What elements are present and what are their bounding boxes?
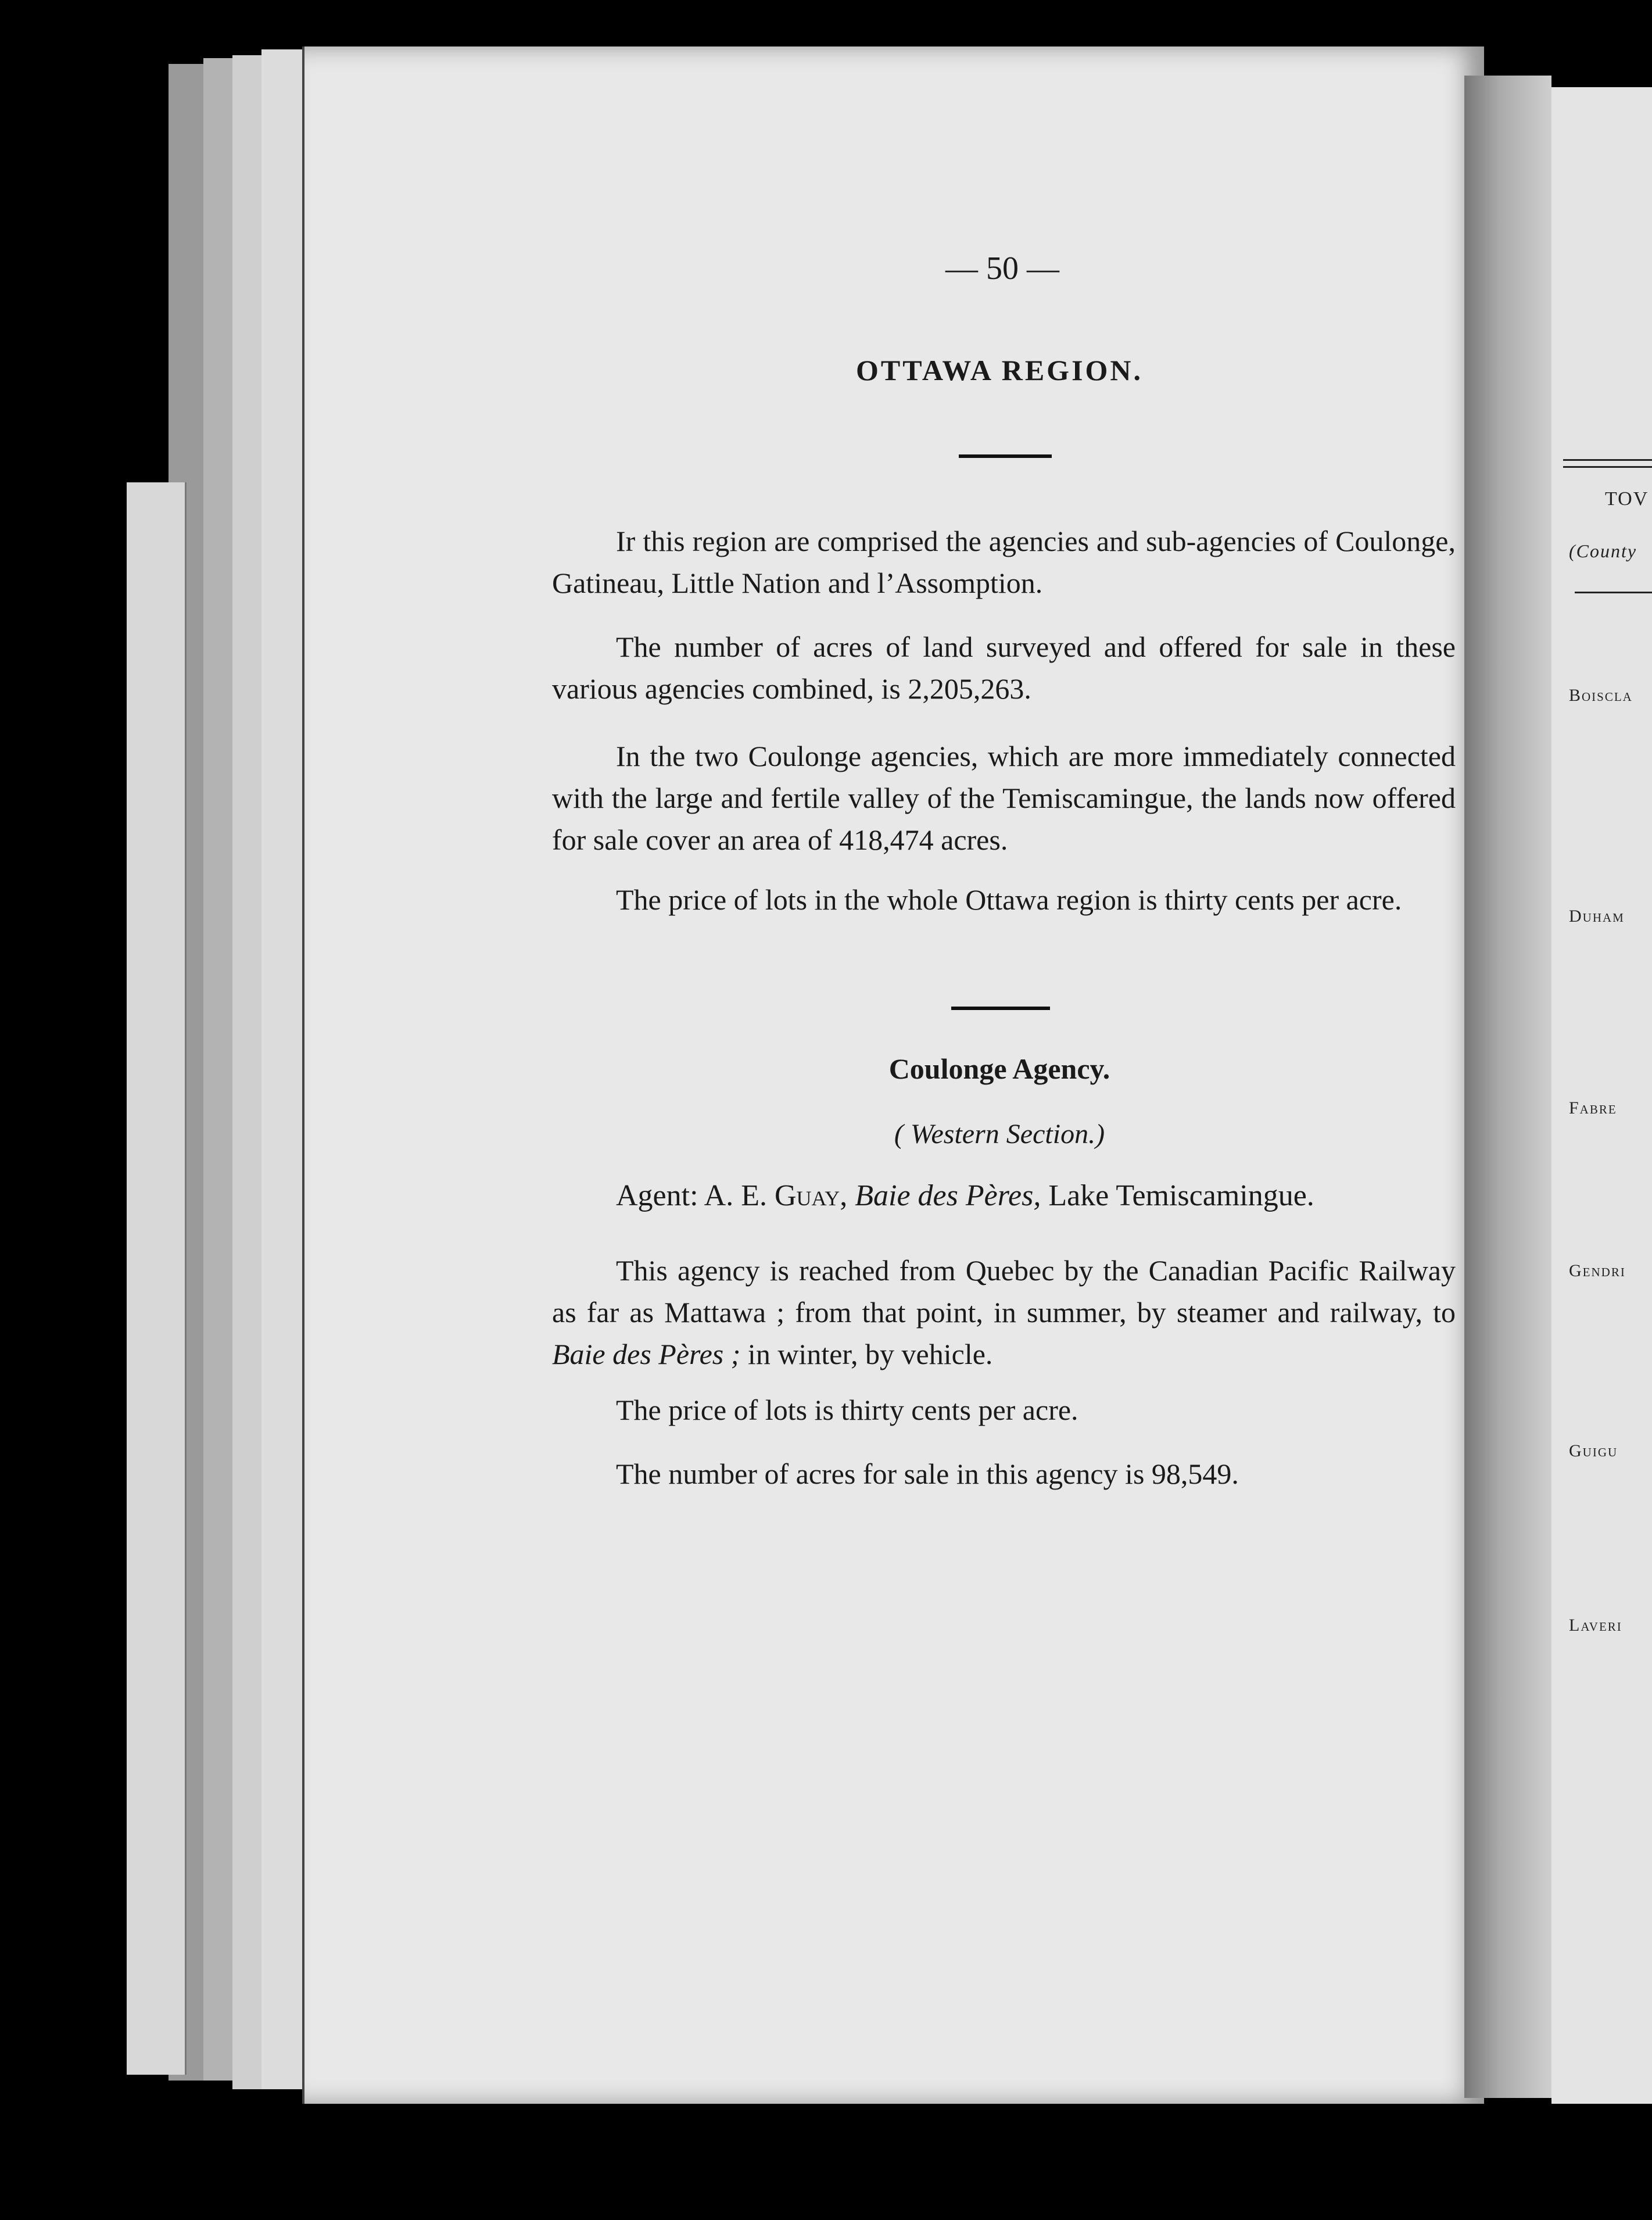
page-edge-strip <box>127 482 187 2075</box>
facing-rule <box>1575 592 1652 593</box>
agency-title: Coulonge Agency. <box>888 1052 1110 1085</box>
agent-initials: A. E. <box>704 1179 767 1212</box>
paragraph: Ir this region are comprised the agencies and sub-agencies of Coulonge, Gatineau, Little Nation and l’Assomption. <box>552 525 1456 599</box>
facing-heading: TOV <box>1605 488 1649 510</box>
paragraph: The price of lots in the whole Ottawa region is thirty cents per acre. <box>616 883 1402 916</box>
book-gutter <box>1464 76 1551 2098</box>
facing-entry: Gendri <box>1569 1261 1626 1280</box>
agent-label: Agent: <box>616 1179 698 1212</box>
facing-entry: Fabre <box>1569 1098 1617 1118</box>
agent-line <box>616 1179 1464 1213</box>
agency-subtitle: ( Western Section.) <box>894 1119 1105 1150</box>
section-rule <box>951 1007 1050 1010</box>
facing-entry: Laveri <box>1569 1616 1622 1635</box>
paragraph-italic: Baie des Pères ; <box>552 1338 741 1370</box>
facing-entry: Guigu <box>1569 1441 1618 1460</box>
agent-place-rest: Lake Temiscamingue. <box>1048 1179 1314 1212</box>
facing-rule <box>1563 466 1652 468</box>
agent-place: Baie des Pères, <box>855 1179 1041 1212</box>
agent-surname: Guay, <box>775 1179 848 1212</box>
facing-entry: Duham <box>1569 907 1625 926</box>
facing-rule <box>1563 459 1652 461</box>
paragraph: The number of acres of land surveyed and offered for sale in these various agencies combined, is 2,205,263. <box>552 631 1456 705</box>
paragraph-text: This agency is reached from Quebec by the Canadian Pacific Railway as far as Mattawa ; from that point, in summer, by steamer and railway, to <box>552 1254 1456 1329</box>
region-title: OTTAWA REGION. <box>855 354 1144 386</box>
facing-entry: Boiscla <box>1569 686 1633 705</box>
paragraph <box>552 1249 1456 1375</box>
paragraph: The price of lots is thirty cents per acre. <box>616 1394 1078 1426</box>
paragraph: The number of acres for sale in this agency is 98,549. <box>616 1458 1239 1490</box>
section-rule <box>959 454 1052 458</box>
facing-page <box>1551 87 1652 2104</box>
facing-subheading: (County <box>1569 540 1637 561</box>
page-number: — 50 — <box>945 250 1059 287</box>
paragraph: In the two Coulonge agencies, which are more immediately connected with the large and fertile valley of the Temiscamingue, the lands now offered for sale cover an area of 418,474 acres. <box>552 740 1456 856</box>
paragraph-text: in winter, by vehicle. <box>740 1338 993 1370</box>
